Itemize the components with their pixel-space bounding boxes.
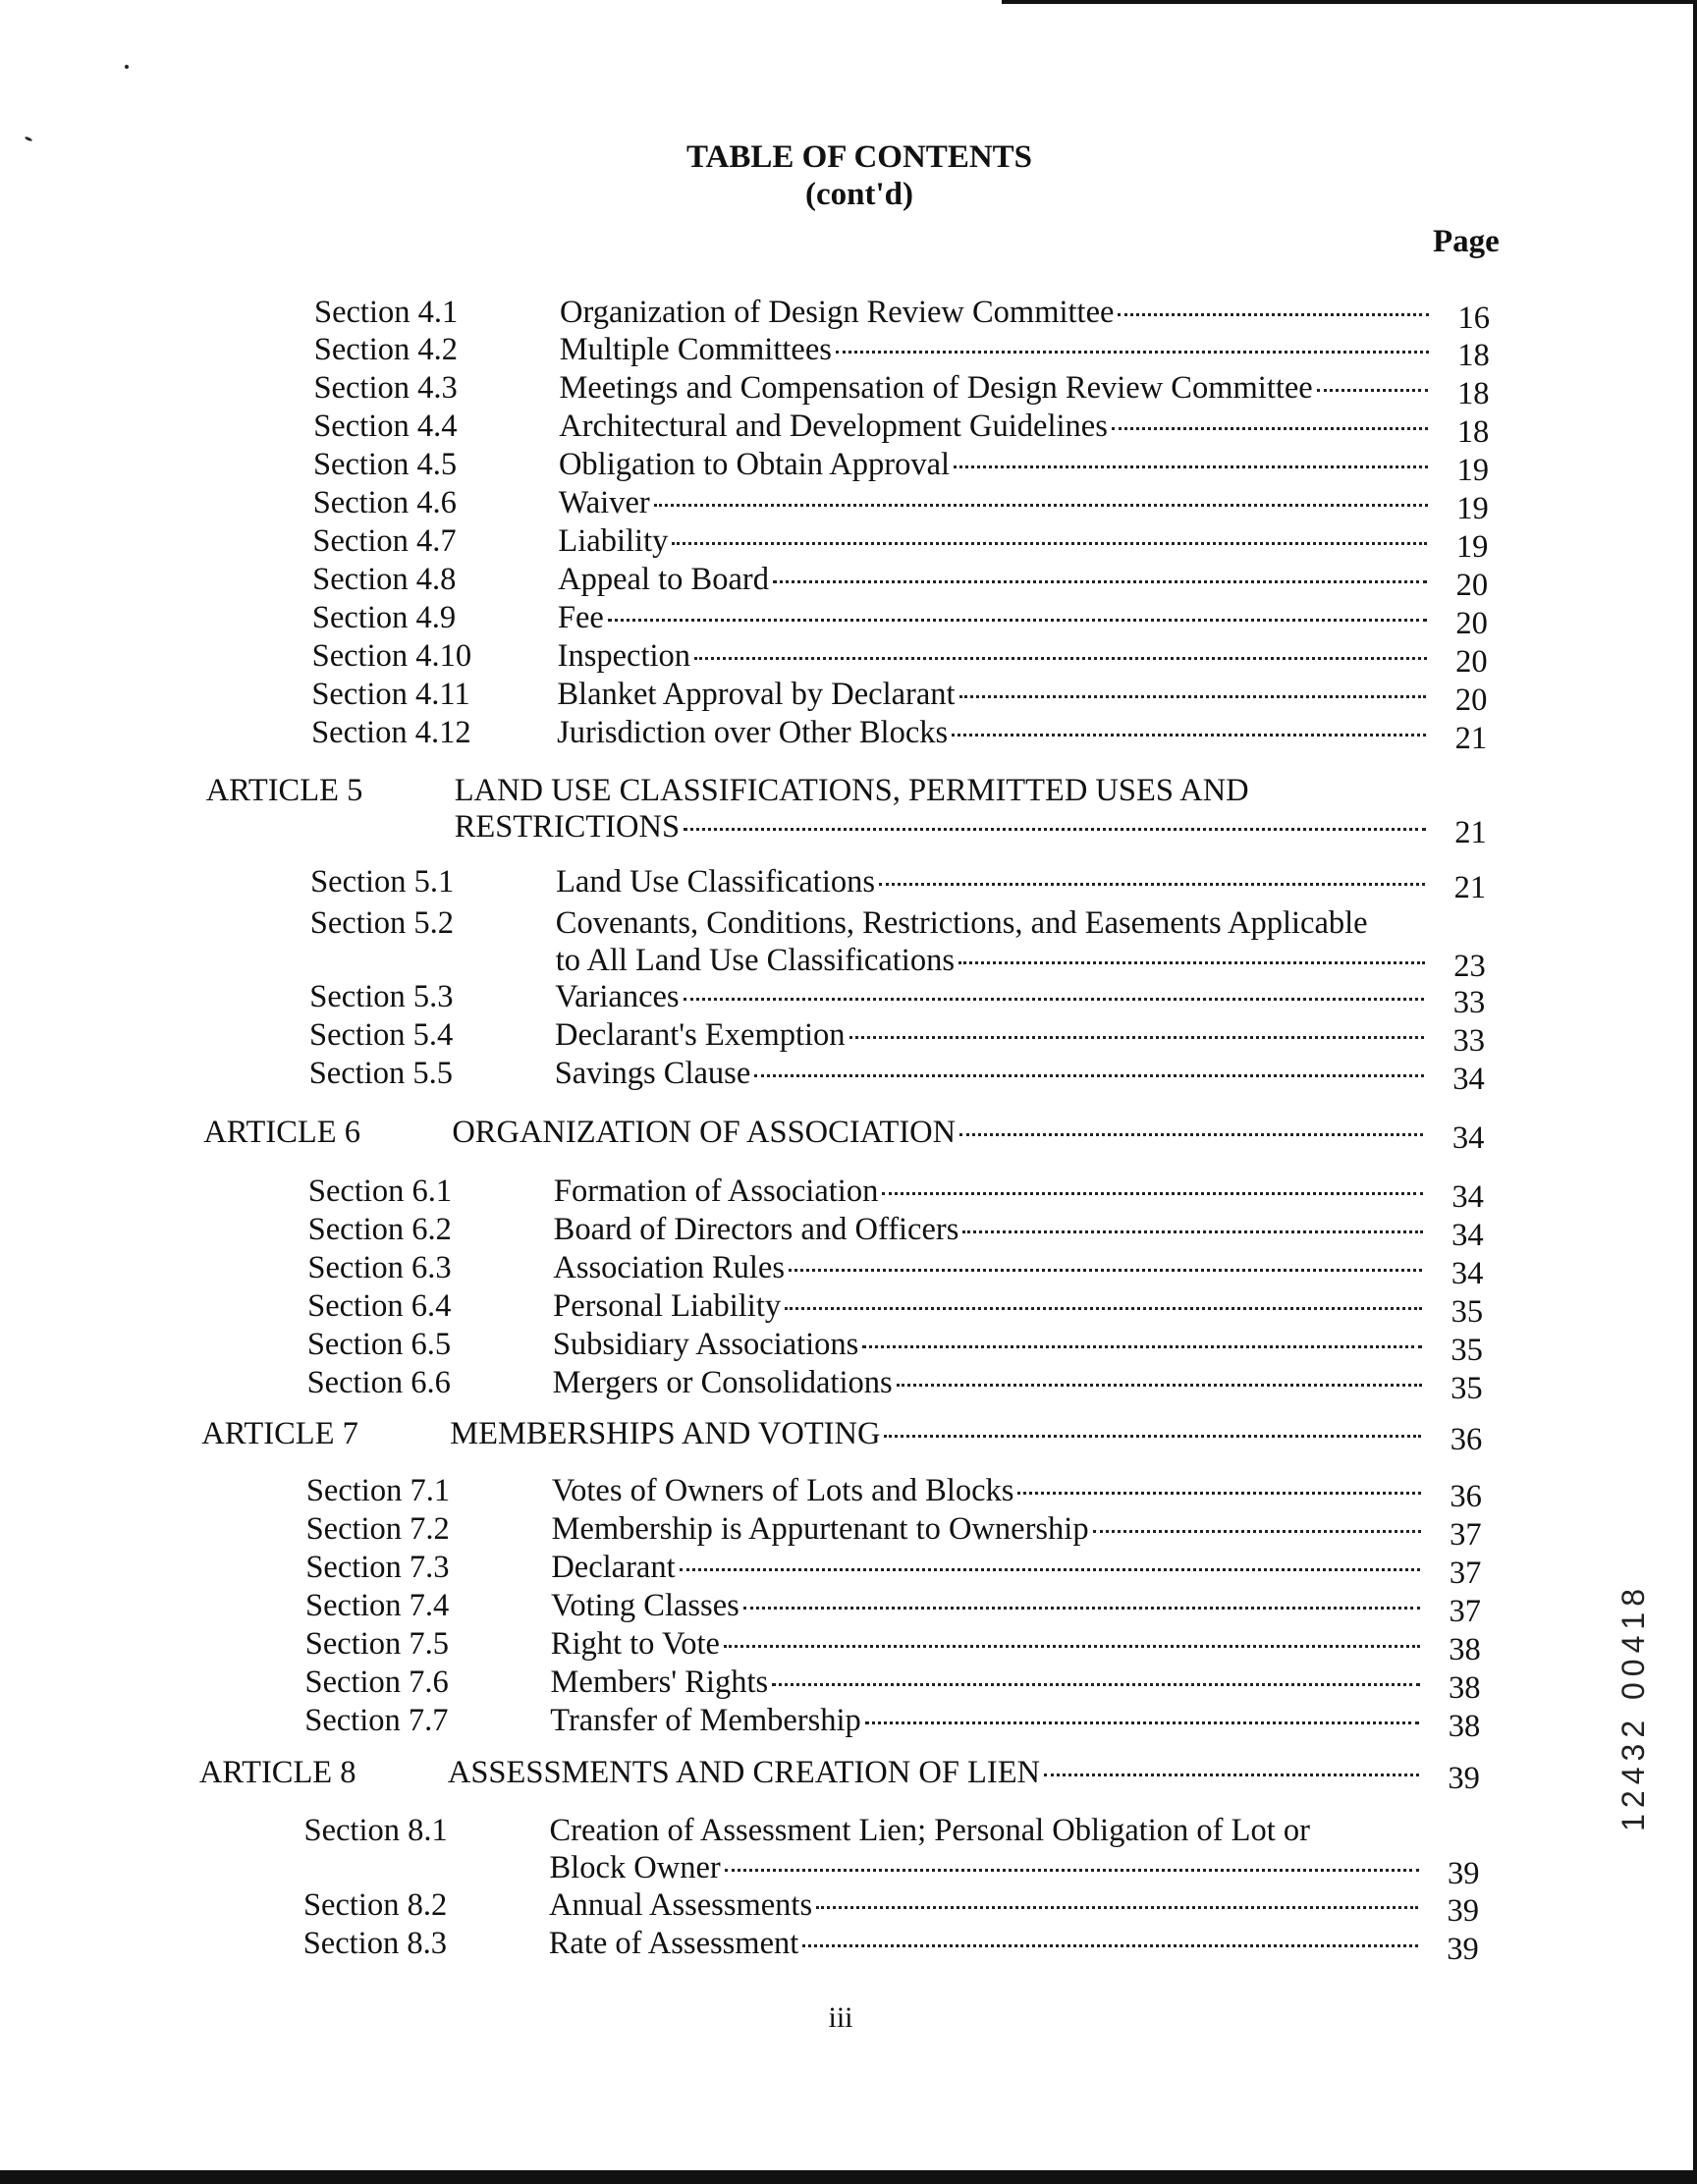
leader-dots bbox=[1017, 1492, 1420, 1495]
page-number: 19 bbox=[1456, 453, 1489, 488]
entry-title: ASSESSMENTS AND CREATION OF LIEN bbox=[447, 1755, 1041, 1790]
section-number: Section 7.4 bbox=[305, 1588, 450, 1623]
entry-title: Variances bbox=[555, 979, 680, 1014]
entry-title: Land Use Classifications bbox=[556, 864, 875, 900]
entry-title: Mergers or Consolidations bbox=[552, 1365, 893, 1400]
leader-dots bbox=[954, 465, 1428, 468]
page-number: 34 bbox=[1451, 1120, 1485, 1156]
leader-dots bbox=[849, 1036, 1424, 1039]
section-number: Section 4.10 bbox=[311, 638, 472, 674]
section-number: Section 4.6 bbox=[312, 485, 457, 520]
entry-title: Subsidiary Associations bbox=[552, 1327, 859, 1362]
entry-title: Rate of Assessment bbox=[548, 1926, 799, 1961]
entry-title: Personal Liability bbox=[553, 1288, 782, 1324]
section-number: Section 6.4 bbox=[307, 1288, 452, 1324]
page-number: 36 bbox=[1450, 1479, 1482, 1514]
page-number: 39 bbox=[1447, 1893, 1479, 1929]
article-number: ARTICLE 5 bbox=[205, 773, 363, 808]
page-number: 20 bbox=[1455, 606, 1488, 641]
leader-dots bbox=[754, 1074, 1423, 1077]
entry-title: Formation of Association bbox=[553, 1174, 879, 1209]
entry-title: Inspection bbox=[557, 638, 691, 674]
page-number: 39 bbox=[1448, 1856, 1480, 1891]
leader-dots bbox=[879, 883, 1425, 886]
page-number: 38 bbox=[1449, 1670, 1481, 1706]
page-number: 19 bbox=[1455, 529, 1489, 565]
entry-title: Declarant's Exemption bbox=[555, 1017, 846, 1053]
page-number: 34 bbox=[1451, 1218, 1484, 1253]
entry-title: MEMBERSHIPS AND VOTING bbox=[450, 1416, 881, 1451]
page-number: 34 bbox=[1451, 1179, 1484, 1215]
page-number: 34 bbox=[1452, 1062, 1485, 1097]
section-number: Section 4.7 bbox=[312, 523, 457, 559]
page-number: 18 bbox=[1456, 376, 1490, 411]
page-number: 20 bbox=[1455, 568, 1489, 603]
page-number: 19 bbox=[1456, 491, 1489, 526]
entry-title: Transfer of Membership bbox=[550, 1703, 861, 1738]
section-number: Section 4.2 bbox=[313, 332, 458, 367]
page-number: 20 bbox=[1455, 644, 1488, 680]
leader-dots bbox=[654, 504, 1428, 507]
leader-dots bbox=[836, 351, 1429, 354]
page-number: 18 bbox=[1457, 338, 1490, 373]
section-number: Section 7.7 bbox=[304, 1703, 449, 1738]
entry-title-line: Covenants, Conditions, Restrictions, and Easements Applicable bbox=[555, 905, 1368, 941]
leader-dots bbox=[816, 1906, 1418, 1909]
leader-dots bbox=[958, 961, 1425, 964]
entry-title-line: Creation of Assessment Lien; Personal Obligation of Lot or bbox=[549, 1813, 1310, 1848]
entry-title: Appeal to Board bbox=[558, 562, 769, 597]
entry-title: Savings Clause bbox=[554, 1056, 751, 1091]
page-number: 21 bbox=[1454, 815, 1487, 850]
leader-dots bbox=[882, 1192, 1423, 1195]
page-number: 39 bbox=[1447, 1932, 1479, 1967]
leader-dots bbox=[724, 1645, 1420, 1648]
entry-title: Board of Directors and Officers bbox=[553, 1212, 959, 1247]
entry-title: Organization of Design Review Committee bbox=[560, 295, 1115, 330]
leader-dots bbox=[1118, 313, 1429, 316]
section-number: Section 7.1 bbox=[305, 1473, 451, 1508]
entry-title: Association Rules bbox=[553, 1250, 785, 1285]
section-number: Section 6.5 bbox=[306, 1327, 452, 1362]
page-number: 37 bbox=[1450, 1517, 1482, 1553]
leader-dots bbox=[802, 1944, 1417, 1947]
page-number: 35 bbox=[1451, 1294, 1484, 1330]
entry-title: Block Owner bbox=[549, 1850, 721, 1885]
page-number: 33 bbox=[1452, 1023, 1485, 1059]
leader-dots bbox=[952, 734, 1426, 737]
page-number: 16 bbox=[1457, 300, 1490, 336]
entry-title: Right to Vote bbox=[550, 1626, 720, 1662]
entry-title: Jurisdiction over Other Blocks bbox=[557, 715, 949, 750]
entry-title: Architectural and Development Guidelines bbox=[559, 409, 1108, 444]
section-number: Section 5.4 bbox=[309, 1017, 454, 1053]
leader-dots bbox=[959, 1133, 1423, 1136]
entry-title-line: LAND USE CLASSIFICATIONS, PERMITTED USES AND bbox=[454, 773, 1249, 808]
page-number: 35 bbox=[1451, 1371, 1483, 1406]
entry-title: Annual Assessments bbox=[548, 1887, 813, 1923]
leader-dots bbox=[1093, 1530, 1421, 1533]
entry-title: Declarant bbox=[551, 1550, 676, 1585]
section-number: Section 7.6 bbox=[304, 1665, 449, 1700]
leader-dots bbox=[773, 580, 1427, 583]
entry-title: ORGANIZATION OF ASSOCIATION bbox=[452, 1115, 957, 1150]
leader-dots bbox=[743, 1607, 1420, 1610]
section-number: Section 5.2 bbox=[309, 905, 455, 941]
title-subheading: (cont'd) bbox=[805, 176, 913, 212]
section-number: Section 4.11 bbox=[311, 677, 470, 712]
article-number: ARTICLE 6 bbox=[203, 1115, 360, 1150]
leader-dots bbox=[1112, 427, 1428, 430]
section-number: Section 5.1 bbox=[310, 864, 455, 900]
page-number: 23 bbox=[1453, 949, 1486, 984]
section-number: Section 4.12 bbox=[311, 715, 471, 750]
entry-title: Blanket Approval by Declarant bbox=[557, 677, 956, 712]
section-number: Section 7.2 bbox=[305, 1511, 450, 1547]
leader-dots bbox=[789, 1269, 1422, 1272]
leader-dots bbox=[862, 1345, 1422, 1348]
section-number: Section 7.3 bbox=[305, 1550, 450, 1585]
section-number: Section 5.3 bbox=[309, 979, 454, 1014]
section-number: Section 4.5 bbox=[312, 447, 458, 482]
page-number: 37 bbox=[1449, 1556, 1482, 1591]
leader-dots bbox=[959, 695, 1427, 698]
title-heading: TABLE OF CONTENTS bbox=[685, 139, 1033, 175]
leader-dots bbox=[897, 1384, 1422, 1387]
entry-title: Fee bbox=[557, 600, 604, 635]
page-column-header: Page bbox=[1433, 224, 1500, 259]
article-number: ARTICLE 7 bbox=[201, 1416, 358, 1451]
page-number: 38 bbox=[1448, 1709, 1481, 1744]
leader-dots bbox=[680, 1568, 1421, 1571]
page-number: 33 bbox=[1452, 985, 1486, 1020]
section-number: Section 4.1 bbox=[314, 295, 459, 330]
entry-title: Multiple Committees bbox=[559, 332, 832, 367]
entry-title: Votes of Owners of Lots and Blocks bbox=[551, 1473, 1014, 1508]
leader-dots bbox=[962, 1230, 1422, 1233]
leader-dots bbox=[772, 1683, 1419, 1686]
section-number: Section 5.5 bbox=[308, 1056, 453, 1091]
page-number: 38 bbox=[1449, 1632, 1481, 1667]
page-number: 21 bbox=[1453, 870, 1487, 905]
section-number: Section 4.4 bbox=[313, 409, 458, 444]
document-stamp-number: 12432 00418 bbox=[1615, 1583, 1651, 1831]
section-number: Section 8.2 bbox=[302, 1887, 448, 1923]
leader-dots bbox=[608, 619, 1427, 622]
leader-dots bbox=[1317, 389, 1429, 392]
section-number: Section 7.5 bbox=[304, 1626, 450, 1662]
leader-dots bbox=[725, 1869, 1419, 1872]
page-number: 20 bbox=[1454, 682, 1488, 718]
leader-dots bbox=[672, 542, 1427, 545]
leader-dots bbox=[884, 1435, 1421, 1438]
section-number: Section 6.3 bbox=[307, 1250, 452, 1285]
entry-title: Voting Classes bbox=[551, 1588, 739, 1623]
page-number: 36 bbox=[1450, 1422, 1483, 1457]
leader-dots bbox=[684, 998, 1425, 1001]
entry-title: Members' Rights bbox=[550, 1665, 769, 1700]
section-number: Section 8.1 bbox=[303, 1813, 448, 1848]
section-number: Section 4.9 bbox=[311, 600, 457, 635]
page-number: 39 bbox=[1448, 1761, 1480, 1796]
section-number: Section 4.3 bbox=[313, 370, 458, 406]
entry-title: Meetings and Compensation of Design Review Committee bbox=[559, 370, 1313, 406]
leader-dots bbox=[785, 1307, 1422, 1310]
section-number: Section 4.8 bbox=[312, 562, 457, 597]
entry-title: Membership is Appurtenant to Ownership bbox=[551, 1511, 1089, 1547]
entry-title: Obligation to Obtain Approval bbox=[558, 447, 951, 482]
entry-title: RESTRICTIONS bbox=[454, 809, 681, 845]
entry-title: Waiver bbox=[558, 485, 650, 520]
article-number: ARTICLE 8 bbox=[198, 1755, 356, 1790]
page-number: 21 bbox=[1454, 721, 1488, 756]
page-number: 34 bbox=[1451, 1256, 1484, 1291]
section-number: Section 6.2 bbox=[307, 1212, 452, 1247]
section-number: Section 8.3 bbox=[302, 1926, 447, 1961]
leader-dots bbox=[865, 1721, 1419, 1724]
leader-dots bbox=[1044, 1774, 1419, 1776]
page-number: 18 bbox=[1456, 414, 1490, 450]
page-number: 37 bbox=[1449, 1594, 1482, 1629]
entry-title: Liability bbox=[558, 523, 669, 559]
leader-dots bbox=[684, 828, 1426, 831]
section-number: Section 6.6 bbox=[306, 1365, 451, 1400]
leader-dots bbox=[694, 657, 1427, 660]
section-number: Section 6.1 bbox=[307, 1174, 453, 1209]
page-number-footer: iii bbox=[828, 2001, 853, 2034]
entry-title: to All Land Use Classifications bbox=[555, 943, 955, 978]
page-number: 35 bbox=[1451, 1333, 1483, 1368]
